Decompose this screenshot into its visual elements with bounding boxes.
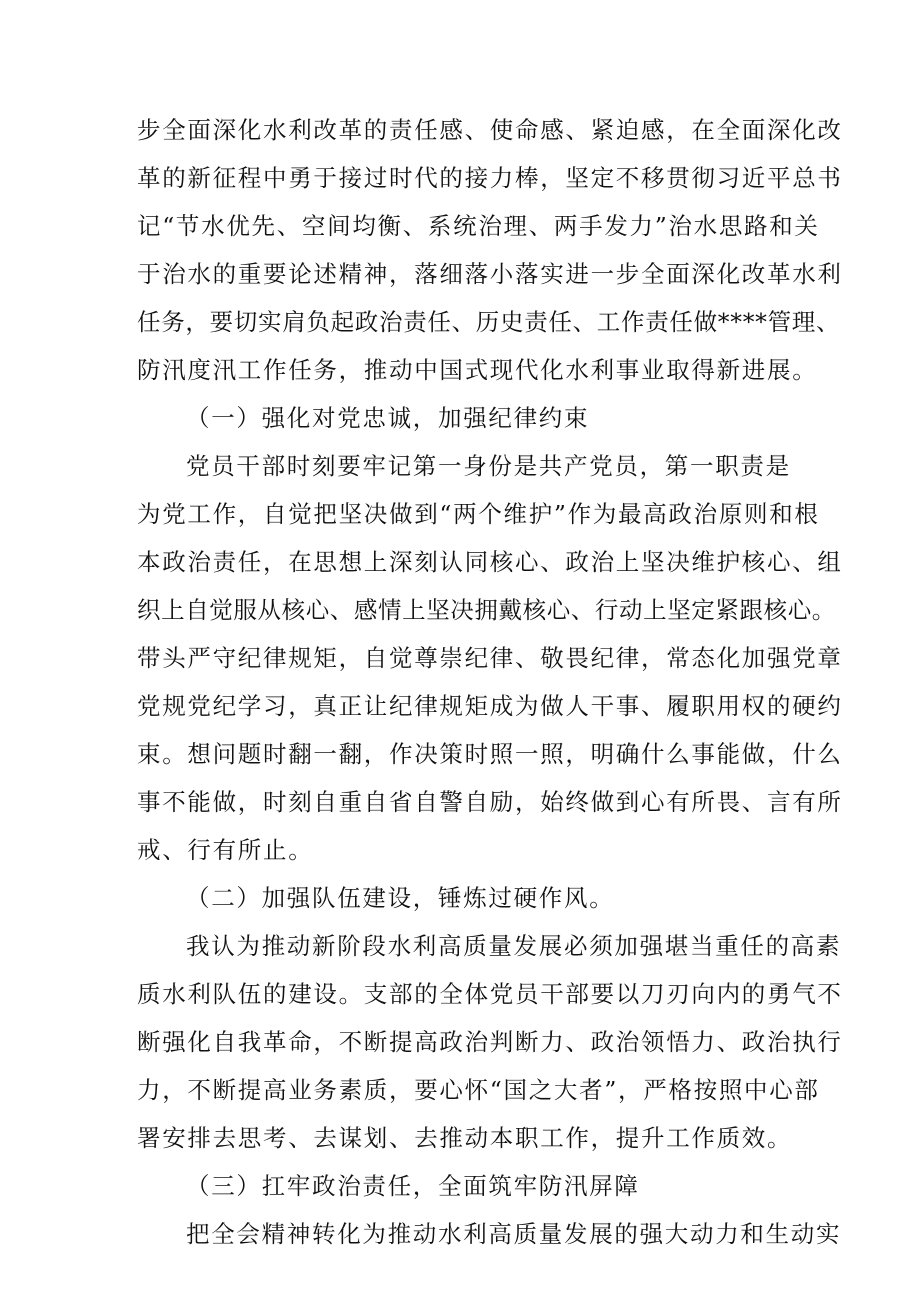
body-text-line: 任务，要切实肩负起政治责任、历史责任、工作责任做****管理、 [137,308,841,336]
body-text-line: 带头严守纪律规矩，自觉尊崇纪律、敬畏纪律，常态化加强党章 [137,644,843,672]
body-text-line: 事不能做，时刻自重自省自警自励，始终做到心有所畏、言有所 [137,788,843,816]
body-text-line: 署安排去思考、去谋划、去推动本职工作，提升工作质效。 [137,1124,793,1152]
body-text-line: 力，不断提高业务素质，要心怀“国之大者”，严格按照中心部 [137,1076,820,1104]
body-text-line: 革的新征程中勇于接过时代的接力棒，坚定不移贯彻习近平总书 [137,164,843,192]
body-text-line: 织上自觉服从核心、感情上坚决拥戴核心、行动上坚定紧跟核心。 [137,596,836,624]
body-text-line: 党规党纪学习，真正让纪律规矩成为做人干事、履职用权的硬约 [137,692,843,720]
body-text-line: 步全面深化水利改革的责任感、使命感、紧迫感，在全面深化改 [137,116,843,144]
section-heading-1: （一）强化对党忠诚，加强纪律约束 [186,404,590,432]
body-text-line: 党员干部时刻要牢记第一身份是共产党员，第一职责是 [186,452,791,480]
body-text-line: 质水利队伍的建设。支部的全体党员干部要以刀刃向内的勇气不 [137,980,843,1008]
body-text-line: 于治水的重要论述精神，落细落小落实进一步全面深化改革水利 [137,260,843,288]
body-text-line: 防汛度汛工作任务，推动中国式现代化水利事业取得新进展。 [137,356,818,384]
body-text-line: 束。想问题时翻一翻，作决策时照一照，明确什么事能做，什么 [137,740,843,768]
body-text-line: 本政治责任，在思想上深刻认同核心、政治上坚决维护核心、组 [137,548,843,576]
section-heading-3: （三）扛牢政治责任，全面筑牢防汛屏障 [186,1172,640,1200]
body-text-line: 把全会精神转化为推动水利高质量发展的强大动力和生动实 [186,1220,842,1248]
section-heading-2: （二）加强队伍建设，锤炼过硬作风。 [186,884,615,912]
body-text-line: 为党工作，自觉把坚决做到“两个维护”作为最高政治原则和根 [137,500,820,528]
body-text-line: 断强化自我革命，不断提高政治判断力、政治领悟力、政治执行 [137,1028,843,1056]
body-text-line: 戒、行有所止。 [137,836,314,864]
body-text-line: 我认为推动新阶段水利高质量发展必须加强堪当重任的高素 [186,932,842,960]
body-text-line: 记“节水优先、空间均衡、系统治理、两手发力”治水思路和关 [137,212,820,240]
